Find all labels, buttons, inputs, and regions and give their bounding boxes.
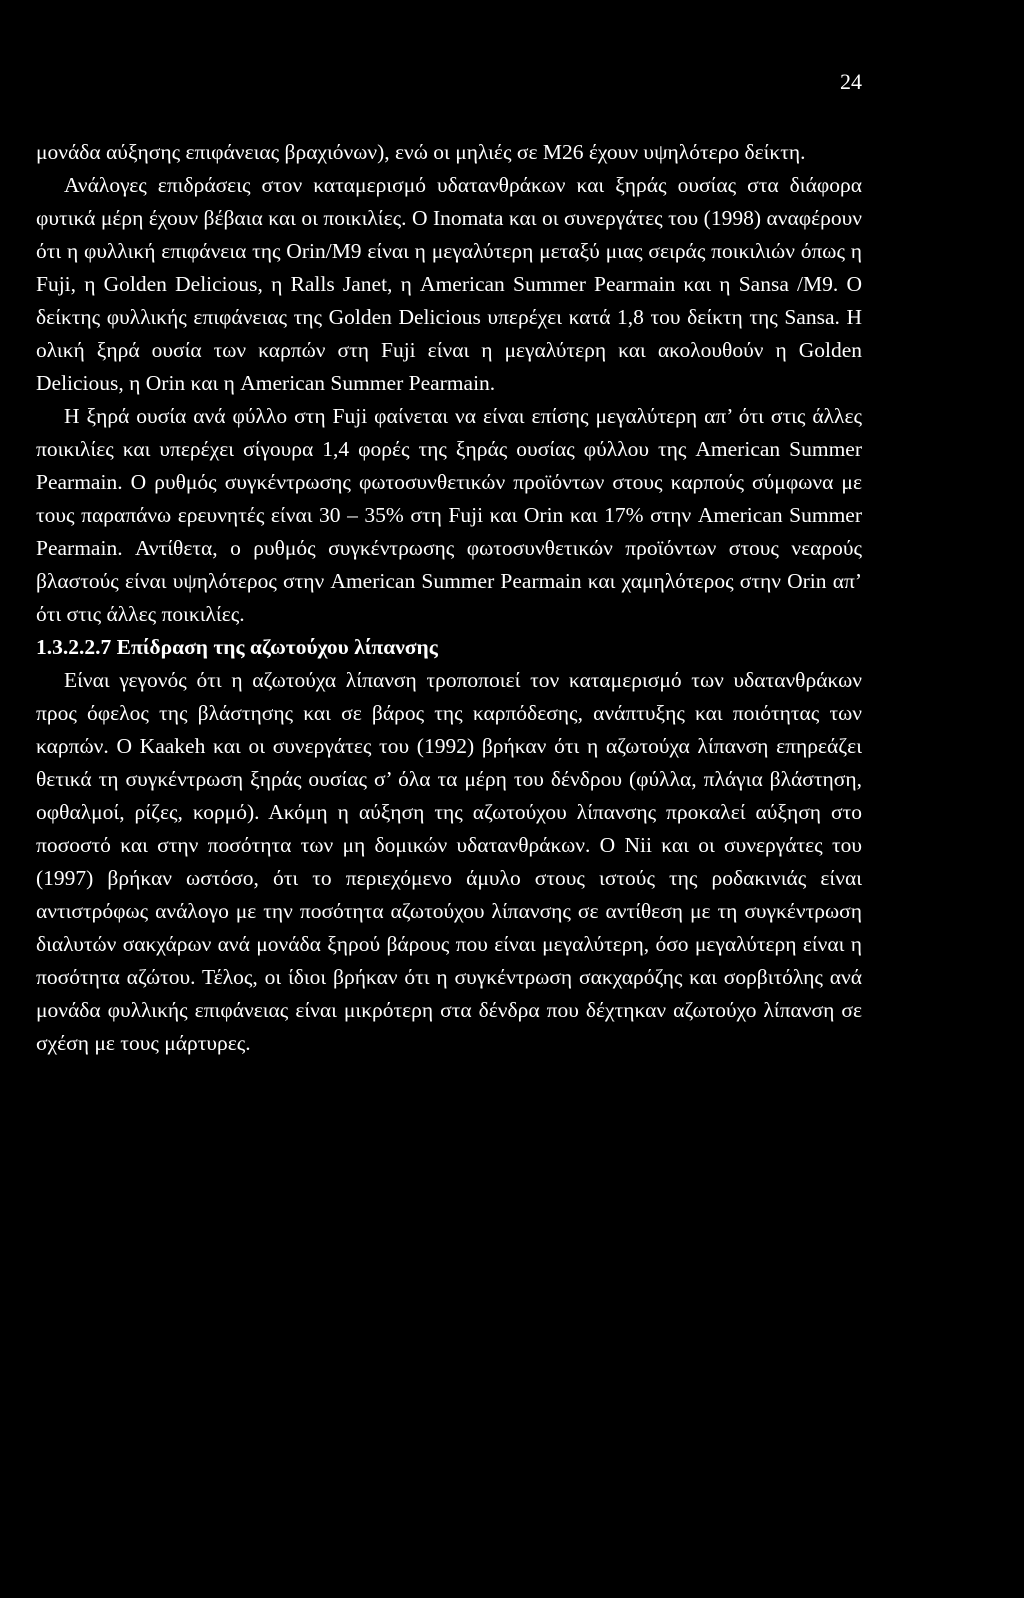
paragraph-varieties: Ανάλογες επιδράσεις στον καταμερισμό υδατανθράκων και ξηράς ουσίας στα διάφορα φυτικά μέρη έχουν βέβαια και οι ποικιλίες. Ο Inomata και οι συνεργάτες του (1998) αναφέρουν ότι η φυλλική επιφάνεια της Orin/M9 είναι η μεγαλύτερη μεταξύ μιας σειράς ποικιλιών όπως η Fuji, η Golden Delicious, η Ralls Janet, η American Summer Pearmain και η Sansa /M9. Ο δείκτης φυλλικής επιφάνειας της Golden Delicious υπερέχει κατά 1,8 του δείκτη της Sansa. Η ολική ξηρά ουσία των καρπών στη Fuji είναι η μεγαλύτερη και ακολουθούν η Golden Delicious, η Orin και η American Summer Pearmain.: [36, 173, 862, 395]
document-body: [36, 136, 862, 1060]
paragraph-nitrogen: Είναι γεγονός ότι η αζωτούχα λίπανση τροποποιεί τον καταμερισμό των υδατανθράκων προς όφελος της βλάστησης και σε βάρος της καρπόδεσης, ανάπτυξης και ποιότητας των καρπών. Ο Kaakeh και οι συνεργάτες του (1992) βρήκαν ότι η αζωτούχα λίπανση επηρεάζει θετικά τη συγκέντρωση ξηράς ουσίας σ’ όλα τα μέρη του δένδρου (φύλλα, πλάγια βλάστηση, οφθαλμοί, ρίζες, κορμό). Ακόμη η αύξηση της αζωτούχου λίπανσης προκαλεί αύξηση στο ποσοστό και στην ποσότητα των μη δομικών υδατανθράκων. Ο Nii και οι συνεργάτες του (1997) βρήκαν ωστόσο, ότι το περιεχόμενο άμυλο στους ιστούς της ροδακινιάς είναι αντιστρόφως ανάλογο με την ποσότητα αζωτούχου λίπανσης σε αντίθεση με τη συγκέντρωση διαλυτών σακχάρων ανά μονάδα ξηρού βάρους που είναι μεγαλύτερη, όσο μεγαλύτερη είναι η ποσότητα αζώτου. Τέλος, οι ίδιοι βρήκαν ότι η συγκέντρωση σακχαρόζης και σορβιτόλης ανά μονάδα φυλλικής επιφάνειας είναι μικρότερη στα δένδρα που δέχτηκαν αζωτούχο λίπανση σε σχέση με τους μάρτυρες.: [36, 668, 862, 1055]
paragraph-continuation: μονάδα αύξησης επιφάνειας βραχιόνων), ενώ οι μηλιές σε Μ26 έχουν υψηλότερο δείκτη.: [36, 140, 806, 164]
section-heading: 1.3.2.2.7 Επίδραση της αζωτούχου λίπανσης: [36, 635, 438, 659]
paragraph-dry-matter: Η ξηρά ουσία ανά φύλλο στη Fuji φαίνεται να είναι επίσης μεγαλύτερη απ’ ότι στις άλλες ποικιλίες και υπερέχει σίγουρα 1,4 φορές της ξηράς ουσίας φύλλου της American Summer Pearmain. Ο ρυθμός συγκέντρωσης φωτοσυνθετικών προϊόντων στους καρπούς σύμφωνα με τους παραπάνω ερευνητές είναι 30 – 35% στη Fuji και Orin και 17% στην American Summer Pearmain. Αντίθετα, ο ρυθμός συγκέντρωσης φωτοσυνθετικών προϊόντων στους νεαρούς βλαστούς είναι υψηλότερος στην American Summer Pearmain και χαμηλότερος στην Orin απ’ ότι στις άλλες ποικιλίες.: [36, 404, 862, 626]
page-number: 24: [840, 69, 862, 94]
